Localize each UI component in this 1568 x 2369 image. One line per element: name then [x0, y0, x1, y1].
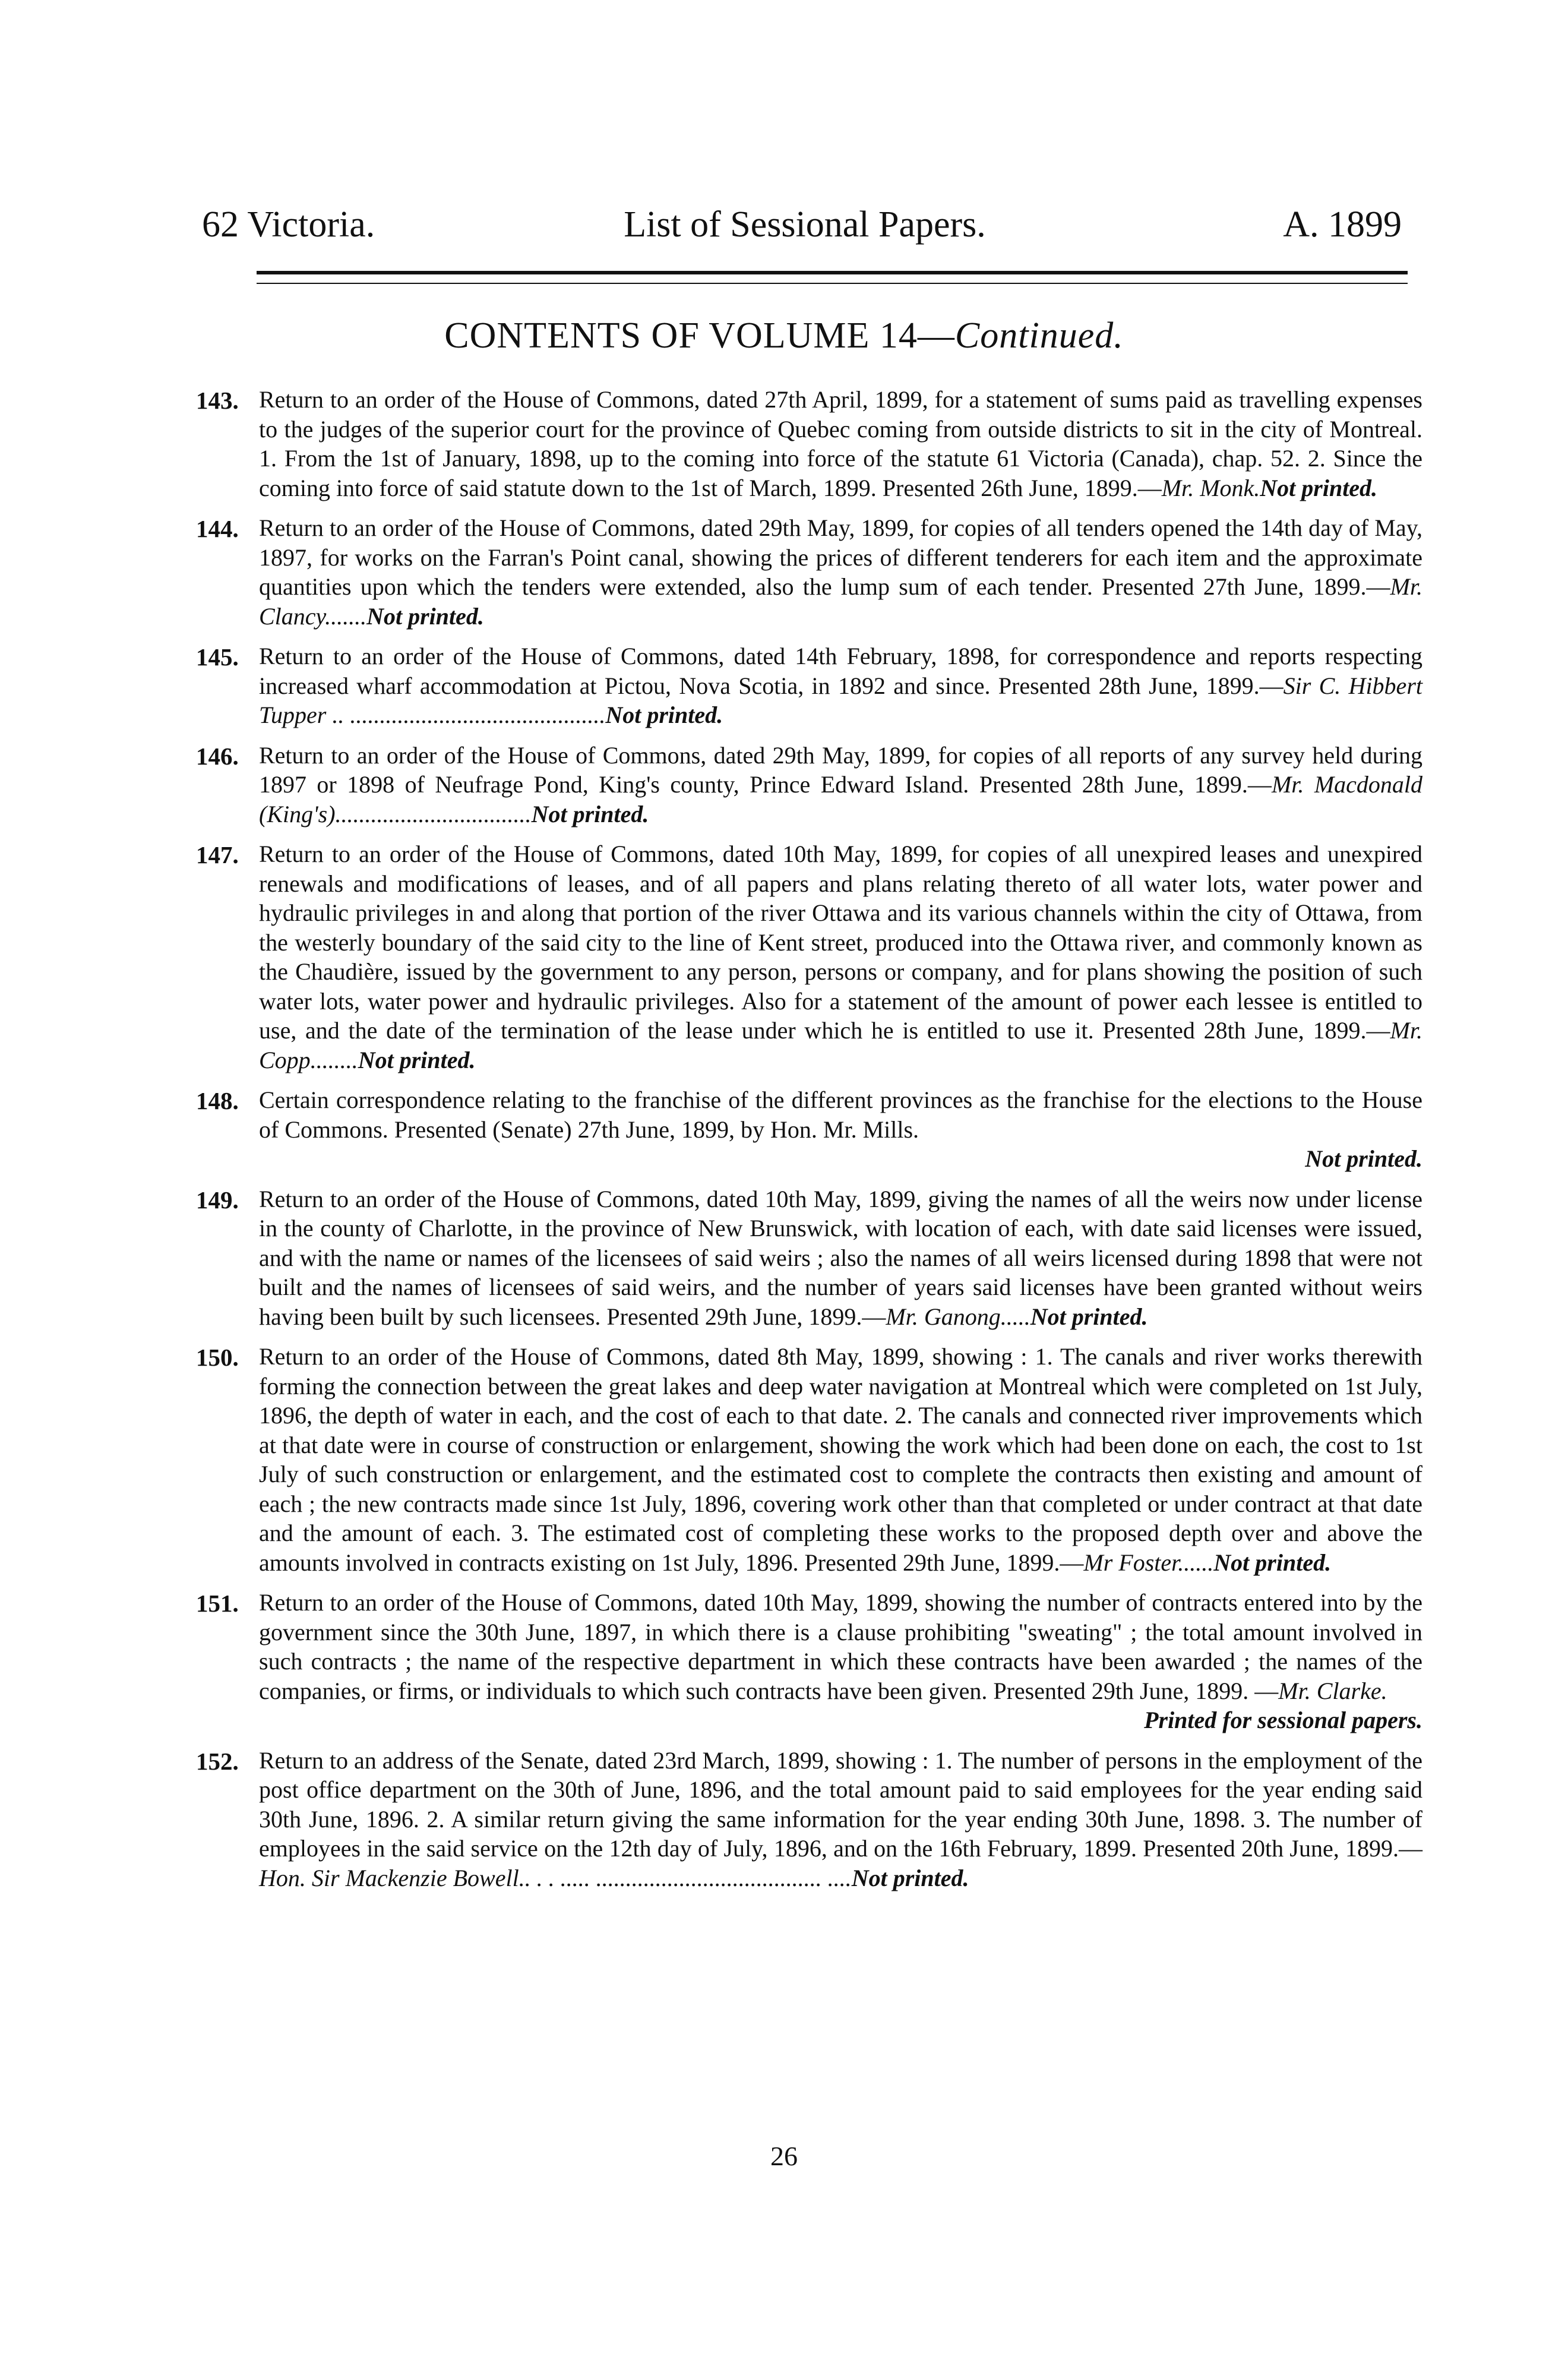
entry-number: 148. — [196, 1087, 239, 1114]
entry-signature: Mr. Copp........ — [259, 1017, 1422, 1073]
entry-signature: Mr. Monk. — [1161, 474, 1260, 501]
list-item — [196, 1184, 1422, 1332]
entry-signature: Mr. Clancy....... — [259, 573, 1422, 630]
entry-signature: Mr Foster...... — [1083, 1549, 1214, 1576]
entry-number: 152. — [196, 1747, 239, 1775]
entry-status: Not printed. — [851, 1864, 969, 1891]
entry-body — [259, 741, 1422, 829]
page-number: 26 — [770, 2141, 798, 2171]
entry-status: Not printed. — [1305, 1145, 1422, 1172]
entry-body — [259, 1342, 1422, 1577]
entry-status: Not printed. — [531, 800, 649, 827]
list-item — [196, 1085, 1422, 1174]
entry-text: Return to an order of the House of Commons, dated 8th May, 1899, showing : 1. The canals and river works therewith forming the connection between the great lakes and deep water navigation at Montreal which were completed on 1st July, 1896, the depth of water in each, and the cost of each to that date. 2. The canals and connected river improvements which at that date were in course of construction or enlargement, showing the work which had been done on each, the cost to 1st July of such construction or enlargement, and the estimated cost to complete the contracts then existing and amount of each ; the new contracts made since 1st July, 1896, covering work other than that completed or under contract at that date and the amount of each. 3. The estimated cost of completing these works to the proposed depth over and above the amounts involved in contracts existing on 1st July, 1896. Presented 29th June, 1899.— — [259, 1343, 1422, 1576]
section-title-suffix: Continued. — [954, 315, 1124, 356]
entry-signature: Mr. Clarke. — [1278, 1677, 1387, 1704]
header-rule-thin — [257, 283, 1408, 284]
entry-number: 144. — [196, 515, 239, 542]
entry-text: Return to an order of the House of Commons, dated 10th May, 1899, for copies of all unexpired leases and unexpired renewals and modifications of leases, and of all papers and plans relating thereto of all water lots, water power and hydraulic privileges in and along that portion of the river Ottawa and its various channels within the city of Ottawa, from the westerly boundary of the said city to the line of Kent street, produced into the Ottawa river, and commonly known as the Chaudière, issued by the government to any person, persons or company, and for plans showing the position of such water lots, water power and hydraulic privileges. Also for a statement of the amount of power each lessee is entitled to use, and the date of the termination of the lease under which he is entitled to use it. Presented 28th June, 1899.— — [259, 841, 1422, 1044]
entry-signature: Mr. Macdonald (King's)................................. — [259, 771, 1423, 827]
entry-body — [259, 642, 1422, 730]
entry-body — [259, 1588, 1422, 1735]
entry-status: Not printed. — [366, 602, 484, 630]
entry-text: Return to an order of the House of Commons, dated 29th May, 1899, for copies of all reports of any survey held during 1897 or 1898 of Neufrage Pond, King's county, Prince Edward Island. Presented 28th June, 1899.— — [259, 741, 1422, 798]
entry-body — [259, 1746, 1422, 1893]
entry-body — [259, 385, 1422, 503]
entry-status: Not printed. — [1030, 1303, 1148, 1330]
entry-body — [259, 1184, 1422, 1332]
list-item — [196, 1588, 1422, 1735]
entry-status: Not printed. — [605, 702, 723, 728]
entry-text: Return to an order of the House of Commons, dated 14th February, 1898, for correspondence and reports respecting increased wharf accommodation at Pictou, Nova Scotia, in 1892 and since. Presented 28th June, 1899.— — [259, 643, 1422, 699]
entry-number: 147. — [196, 841, 239, 868]
section-title — [0, 312, 1568, 359]
list-item — [196, 1746, 1422, 1893]
list-item — [196, 642, 1422, 730]
entry-text: Return to an order of the House of Commons, dated 10th May, 1899, showing the number of contracts entered into by the government since the 30th June, 1897, in which there is a clause prohibiting "sweating" ; the total amount involved in such contracts ; the name of the respective department in which these contracts have been awarded ; the names of the companies, or firms, or individuals to which such contracts have been given. Presented 29th June, 1899. — — [259, 1589, 1422, 1704]
header-series: A. 1899 — [1283, 204, 1402, 245]
list-item — [196, 741, 1422, 829]
entry-number: 145. — [196, 643, 239, 671]
page-header — [202, 201, 1408, 254]
entry-number: 149. — [196, 1186, 239, 1214]
header-session: 62 Victoria. — [202, 204, 375, 245]
entry-status: Printed for sessional papers. — [1144, 1707, 1422, 1733]
entry-signature: Sir C. Hibbert Tupper .. ........................................... — [259, 672, 1422, 728]
entry-number: 150. — [196, 1344, 239, 1371]
entry-text: Return to an order of the House of Commons, dated 29th May, 1899, for copies of all tenders opened the 14th day of May, 1897, for works on the Farran's Point canal, showing the prices of different tenderers for each item and the approximate quantities upon which the tenders were extended, also the lump sum of each tender. Presented 27th June, 1899.— — [259, 514, 1422, 600]
header-rule-thick — [257, 271, 1408, 274]
list-item — [196, 513, 1422, 631]
entry-status: Not printed. — [1213, 1549, 1332, 1576]
entry-text: Return to an address of the Senate, dated 23rd March, 1899, showing : 1. The number of persons in the employment of the post office department on the 30th of June, 1896, and the total amount paid to said employees for the year ending said 30th June, 1896. 2. A similar return giving the same information for the year ending 30th June, 1898. 3. The number of employees in the said service on the 12th day of July, 1896, and on the 16th February, 1899. Presented 20th June, 1899.— — [259, 1746, 1422, 1862]
entry-text: Certain correspondence relating to the franchise of the different provinces as the franchise for the elections to the House of Commons. Presented (Senate) 27th June, 1899, by Hon. Mr. Mills. — [259, 1086, 1422, 1143]
entry-number: 143. — [196, 387, 239, 414]
entry-text: Return to an order of the House of Commons, dated 10th May, 1899, giving the names of all the weirs now under license in the county of Charlotte, in the province of New Brunswick, with location of each, with date said licenses were issued, and with the name or names of the licensees of said weirs ; also the names of all weirs licensed during 1898 that were not built and the names of licensees of said weirs, and the number of years said licenses have been granted without weirs having been built by such licensees. Presented 29th June, 1899.— — [259, 1185, 1422, 1330]
entry-status: Not printed. — [1260, 474, 1378, 501]
header-title: List of Sessional Papers. — [624, 204, 986, 245]
list-item — [196, 385, 1422, 503]
entry-body — [259, 839, 1422, 1075]
section-title-text: CONTENTS OF VOLUME 14— — [444, 315, 955, 356]
entry-signature: Mr. Ganong..... — [886, 1303, 1030, 1330]
entries-list — [196, 385, 1422, 1903]
list-item — [196, 839, 1422, 1075]
entry-signature: Hon. Sir Mackenzie Bowell.. . . ..... ...................................... .... — [259, 1864, 852, 1891]
entry-number: 151. — [196, 1590, 239, 1617]
entry-body — [259, 1085, 1422, 1174]
entry-status: Not printed. — [358, 1046, 476, 1073]
entry-text: Return to an order of the House of Commons, dated 27th April, 1899, for a statement of sums paid as travelling expenses to the judges of the superior court for the province of Quebec coming from outside districts to sit in the city of Montreal. 1. From the 1st of January, 1898, up to the coming into force of the statute 61 Victoria (Canada), chap. 52. 2. Since the coming into force of said statute down to the 1st of March, 1899. Presented 26th June, 1899.— — [259, 386, 1422, 501]
entry-body — [259, 513, 1422, 631]
entry-number: 146. — [196, 742, 239, 770]
list-item — [196, 1342, 1422, 1577]
